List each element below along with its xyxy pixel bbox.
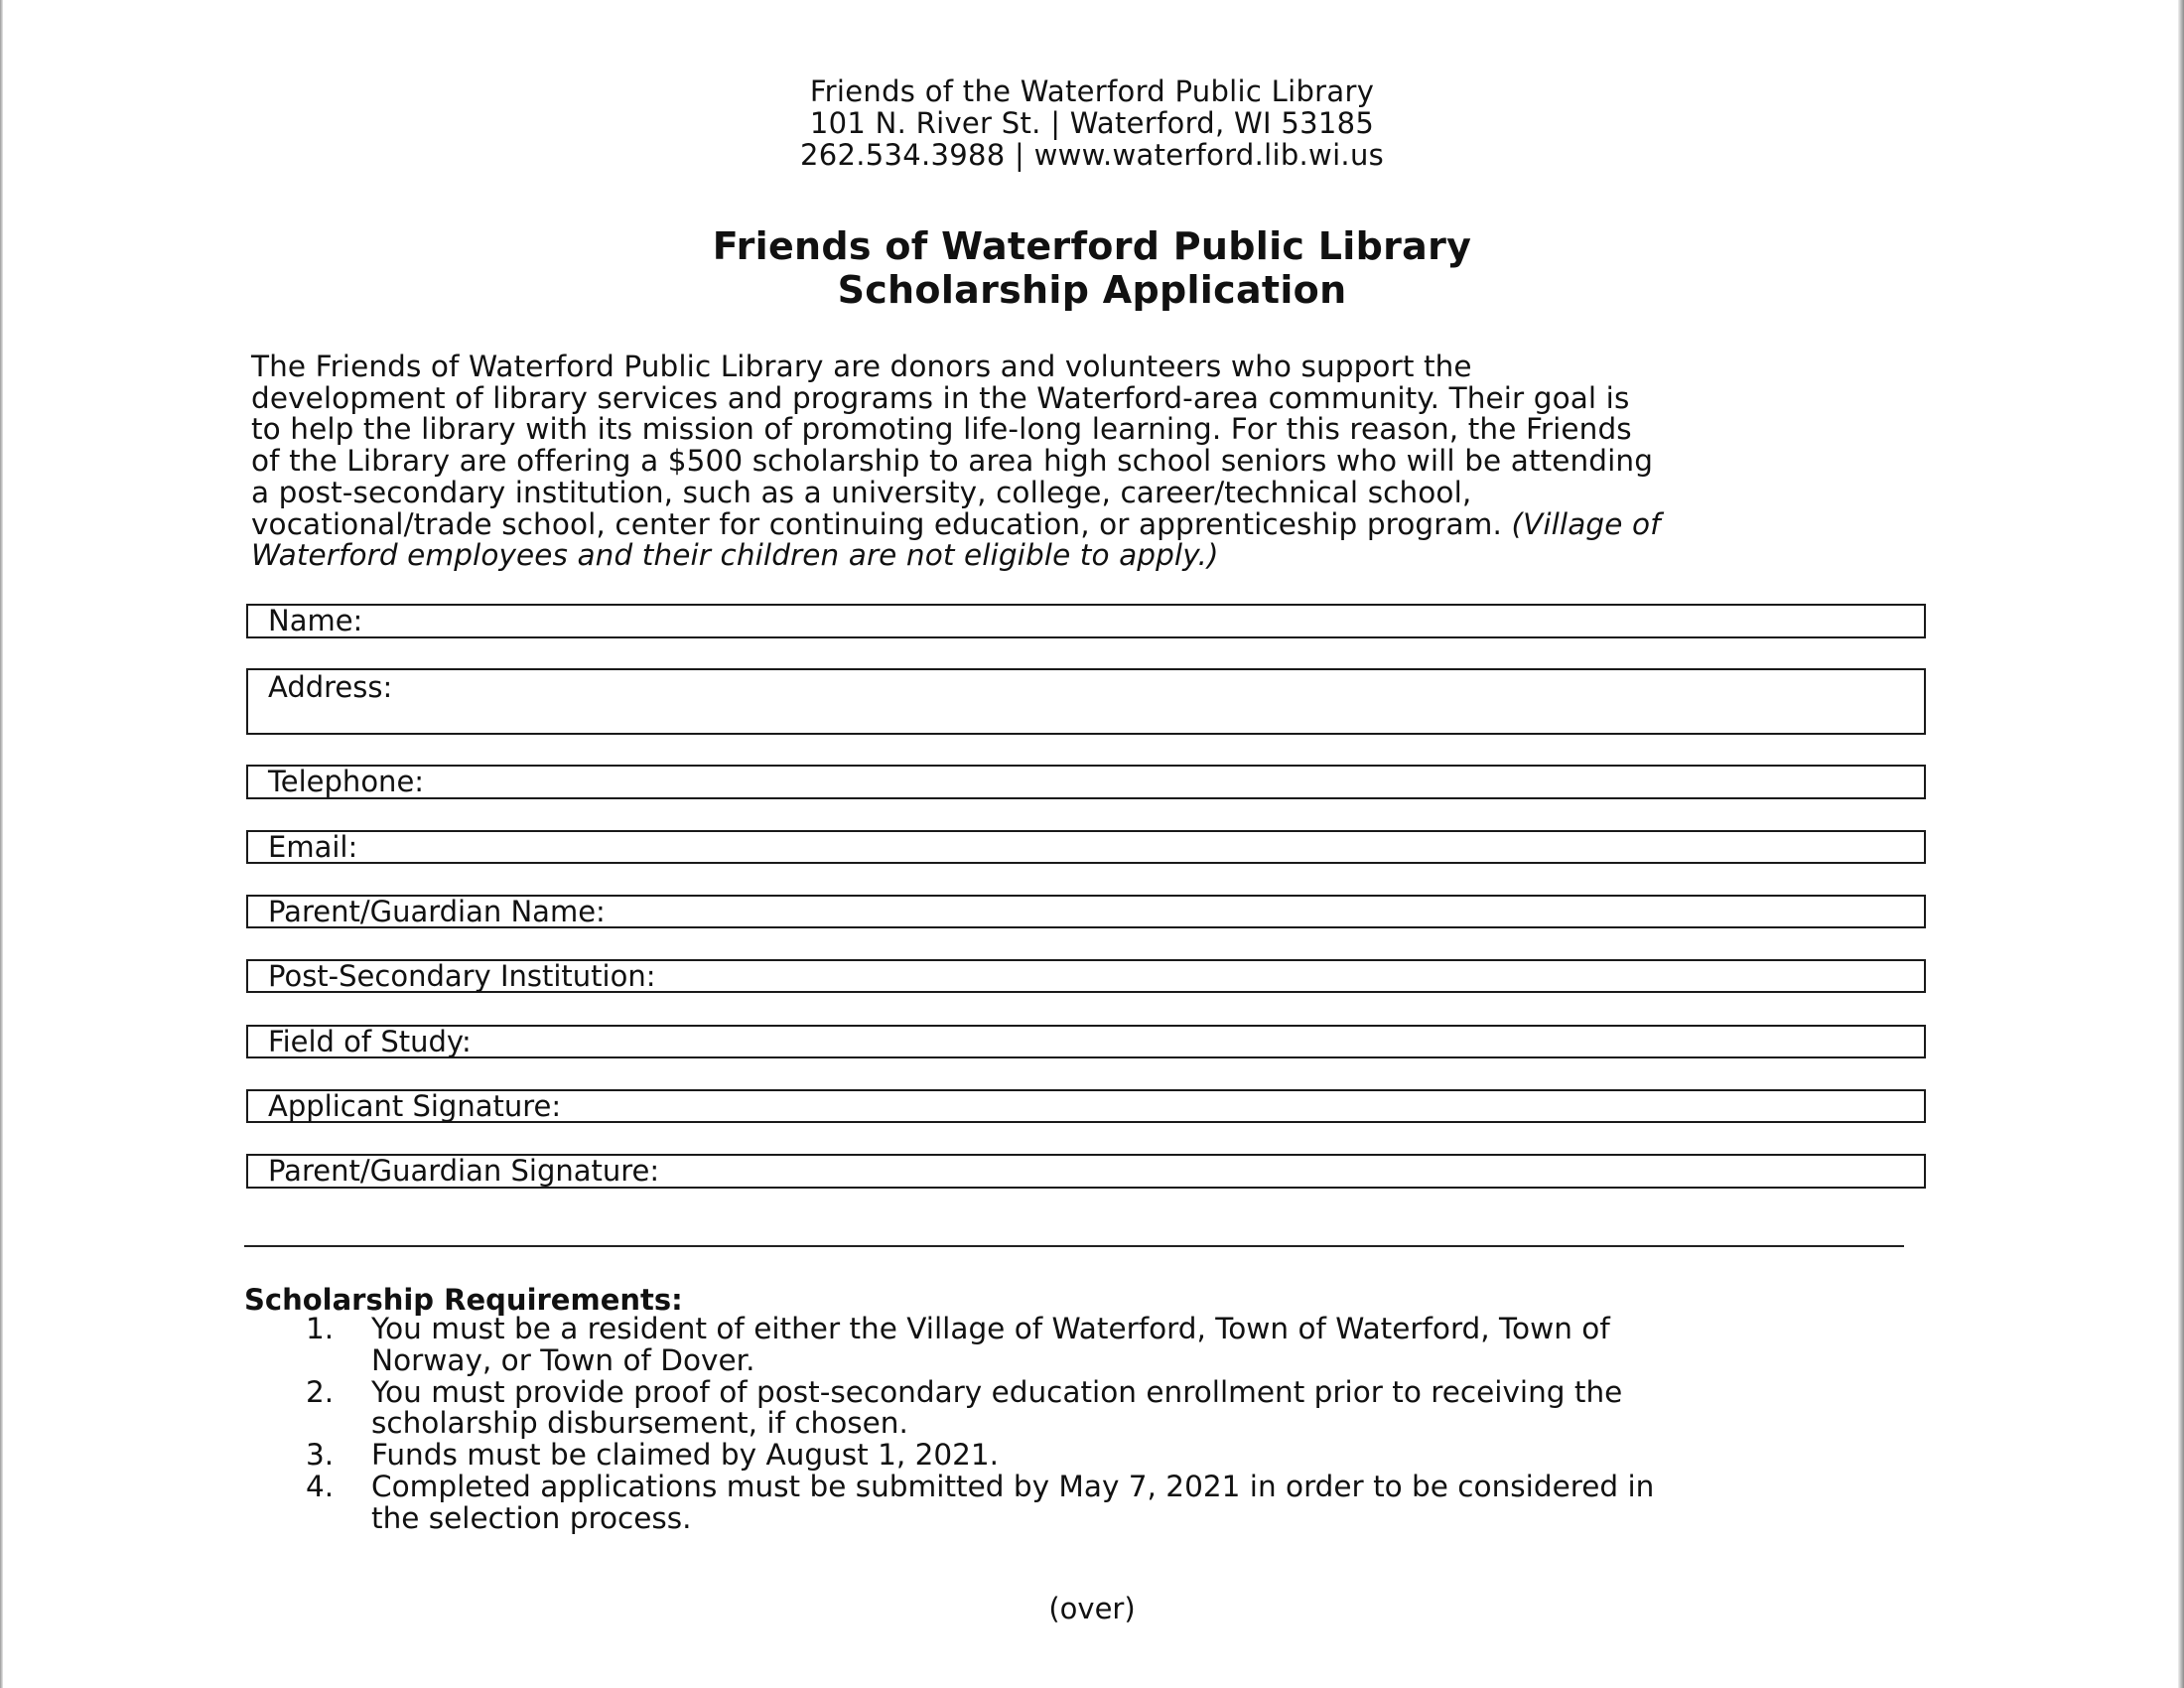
letterhead [0,75,2184,171]
requirement-text: Completed applications must be submitted by May 7, 2021 in order to be considered in [371,1469,1655,1503]
requirement-text: Norway, or Town of Dover. [371,1342,755,1377]
email-field[interactable] [246,830,1926,864]
intro-line [251,506,1939,541]
intro-line: The Friends of Waterford Public Library are donors and volunteers who support the [251,350,1472,383]
requirement-number: 3. [306,1438,335,1473]
post-secondary-institution-label: Post-Secondary Institution: [268,959,656,993]
eligibility-note-start: (Village of [1511,506,1661,541]
requirement-number: 2. [306,1374,335,1409]
intro-line: development of library services and programs in the Waterford-area community. Their goal is [251,380,1630,415]
intro-line: to help the library with its mission of promoting life-long learning. For this reason, the Friends [251,412,1632,447]
requirement-text: scholarship disbursement, if chosen. [371,1406,908,1441]
applicant-signature-label: Applicant Signature: [268,1089,562,1123]
letterhead-contact: 262.534.3988 | www.waterford.lib.wi.us [799,138,1385,172]
intro-line: of the Library are offering a $500 scholarship to area high school seniors who will be attending [251,444,1654,479]
requirement-item [298,1440,1926,1472]
requirement-number: 1. [306,1312,335,1345]
requirements-heading: Scholarship Requirements: [244,1283,683,1317]
parent-guardian-signature-label: Parent/Guardian Signature: [268,1154,660,1188]
title-line-2: Scholarship Application [837,268,1347,312]
requirement-item [298,1314,1926,1377]
requirement-text: You must be a resident of either the Village of Waterford, Town of Waterford, Town of [371,1312,1610,1345]
requirements-list [298,1314,1926,1535]
parent-guardian-signature-field[interactable] [246,1154,1926,1189]
applicant-signature-field[interactable] [246,1089,1926,1123]
requirement-item [298,1469,1926,1535]
requirement-text: the selection process. [371,1500,692,1535]
intro-line [251,540,1939,572]
address-field-label: Address: [268,670,393,704]
parent-guardian-name-label: Parent/Guardian Name: [268,895,606,928]
title-line-1: Friends of Waterford Public Library [712,224,1472,268]
telephone-field-label: Telephone: [268,765,425,798]
parent-guardian-name-field[interactable] [246,895,1926,928]
name-field-label: Name: [268,604,363,637]
telephone-field[interactable] [246,765,1926,799]
intro-paragraph [251,352,1939,572]
letterhead-org: Friends of the Waterford Public Library [809,74,1375,108]
page-over-indicator: (over) [1048,1592,1136,1625]
field-of-study-label: Field of Study: [268,1025,472,1058]
address-field[interactable] [246,668,1926,735]
email-field-label: Email: [268,830,358,864]
intro-line-text: vocational/trade school, center for continuing education, or apprenticeship program. [251,506,1502,541]
name-field[interactable] [246,604,1926,638]
section-divider [244,1245,1904,1247]
intro-line: a post-secondary institution, such as a university, college, career/technical school, [251,475,1472,509]
letterhead-address: 101 N. River St. | Waterford, WI 53185 [809,106,1375,140]
eligibility-note-end: Waterford employees and their children are not eligible to apply.) [251,538,1219,573]
requirement-number: 4. [306,1469,335,1503]
field-of-study-field[interactable] [246,1025,1926,1058]
page-title [0,224,2184,312]
requirement-item [298,1374,1926,1441]
requirement-text: You must provide proof of post-secondary education enrollment prior to receiving the [371,1374,1623,1409]
requirement-text: Funds must be claimed by August 1, 2021. [371,1438,1000,1473]
post-secondary-institution-field[interactable] [246,959,1926,993]
